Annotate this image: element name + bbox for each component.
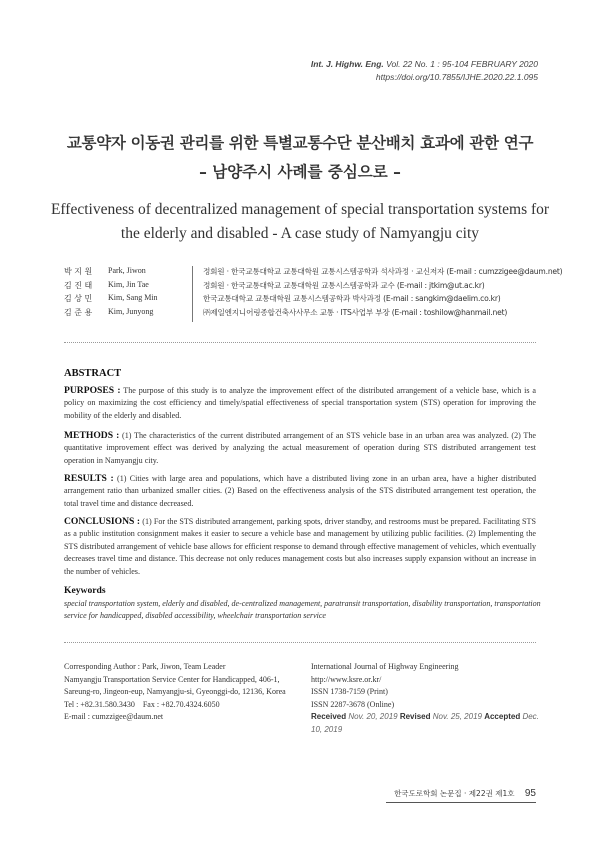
author-affiliation: ㈜제일엔지니어링종합건축사사무소 교통 · ITS사업부 부장 (E-mail : toshilow@hanmail.net)	[203, 307, 508, 317]
conclusions-label: CONCLUSIONS :	[64, 516, 141, 527]
corresponding-email: E-mail : cumzzigee@daum.net	[64, 712, 164, 722]
author-affiliation: 한국교통대학교 교통대학원 교통시스템공학과 박사과정 (E-mail : sangkim@daelim.co.kr)	[203, 294, 501, 303]
footer-journal: 한국도로학회 논문집 · 제22권 제1호	[394, 789, 515, 798]
methods-label: METHODS :	[64, 430, 120, 441]
dotted-divider	[64, 642, 536, 643]
journal-url[interactable]: http://www.ksre.or.kr/	[311, 674, 382, 684]
author-name-en: Kim, Junyong	[108, 306, 154, 316]
journal-name: International Journal of Highway Engineering	[311, 662, 459, 671]
title-english-line2: the elderly and disabled - A case study of Namyangju city	[120, 225, 480, 242]
author-divider	[192, 266, 193, 322]
corresponding-author-block	[64, 661, 304, 724]
results-label: RESULTS :	[64, 473, 114, 484]
journal-citation	[311, 59, 538, 69]
issue-date: FEBRUARY 2020	[470, 59, 538, 69]
abstract-conclusions	[64, 516, 536, 578]
received-date: Nov. 20, 2019	[348, 712, 398, 722]
accepted-date: Dec. 10, 2019	[311, 712, 539, 734]
abstract-methods	[64, 430, 536, 467]
title-english	[0, 198, 600, 246]
corresponding-affiliation: Namyangju Transportation Service Center for Handicapped, 406-1,	[64, 674, 280, 684]
issn-print: ISSN 1738-7159 (Print)	[311, 687, 388, 697]
keywords-list: special transportation system, elderly and disabled, de-centralized management, paratransit transportation, disability transportation, transportation service for handicapped, disabled accessibility, wheelchair transportation service	[64, 599, 541, 621]
author-name-ko: 김 준 용	[64, 307, 93, 317]
accepted-label: Accepted	[484, 712, 521, 722]
corresponding-phone: Tel : +82.31.580.3430 Fax : +82.70.4324.6050	[64, 699, 220, 709]
corresponding-address: Sareung-ro, Jingeon-eup, Namyangju-si, Gyeonggi-do, 12136, Korea	[64, 687, 286, 697]
conclusions-text: (1) For the STS distributed arrangement, parking spots, driver standby, and restrooms must be prepared. Facilitating STS as a public institution consignment makes it easier to secure a vehicle base and management by utilizing public facilities. (2) Implementing the STS distributed arrangement of vehicle base allows for efficient response to demand through effective management of vehicles, which eventually decreases travel time and distance. This decrease not only reduces management costs but also increases supply expansion without an increase in the number of vehicles.	[64, 517, 537, 576]
page-number: 95	[524, 788, 536, 799]
corresponding-author: Corresponding Author : Park, Jiwon, Team Leader	[64, 662, 226, 671]
volume-info: Vol. 22 No. 1 : 95-104	[386, 59, 469, 69]
author-name-en: Park, Jiwon	[108, 266, 146, 275]
author-name-ko: 김 진 태	[64, 280, 93, 290]
page-footer	[394, 788, 536, 799]
author-name-en: Kim, Sang Min	[108, 293, 158, 302]
dotted-divider	[64, 342, 536, 343]
title-korean: 교통약자 이동권 관리를 위한 특별교통수단 분산배치 효과에 관한 연구	[66, 134, 534, 152]
author-name-ko: 김 상 민	[64, 294, 93, 303]
author-affiliation: 정회원 · 한국교통대학교 교통대학원 교통시스템공학과 석사과정 · 교신저자 (E-mail : cumzzigee@daum.net)	[203, 267, 563, 276]
author-affiliation: 정회원 · 한국교통대학교 교통대학원 교통시스템공학과 교수 (E-mail : jtkim@ut.ac.kr)	[203, 280, 485, 290]
footer-rule	[386, 802, 536, 803]
keywords-heading: Keywords	[64, 585, 106, 596]
title-english-line1: Effectiveness of decentralized management of special transportation systems for	[50, 201, 550, 218]
methods-text: (1) The characteristics of the current distributed arrangement of an STS vehicle base in an urban area was analyzed. (2) The quantitative improvement effect was derived by analyzing the actual measurement of operation during STS distributed arrangement test operation in Namyangju city.	[64, 431, 536, 465]
subtitle-korean: – 남양주시 사례를 중심으로 –	[199, 163, 401, 181]
results-text: (1) Cities with large area and populations, which have a distributed living zone in an urban area, have a higher distributed arrangement ratio than urbanized smaller cities. (2) Based on the effectiveness analysis of the STS distributed arrangement test operation, the total travel time and distance decreased.	[64, 474, 536, 508]
doi-link[interactable]: https://doi.org/10.7855/IJHE.2020.22.1.095	[375, 72, 538, 82]
journal-abbrev: Int. J. Highw. Eng.	[310, 59, 384, 69]
abstract-heading: ABSTRACT	[64, 368, 122, 379]
author-name-ko: 박 지 원	[64, 267, 93, 276]
issn-online: ISSN 2287-3678 (Online)	[311, 699, 395, 709]
author-name-en: Kim, Jin Tae	[108, 279, 149, 289]
received-label: Received	[311, 712, 347, 722]
journal-info-block	[311, 661, 551, 737]
revised-label: Revised	[399, 712, 431, 722]
abstract-results	[64, 473, 536, 510]
abstract-purposes	[64, 385, 536, 422]
purposes-text: The purpose of this study is to analyze the improvement effect of the distributed arrangement of a vehicle base, which is a policy on maximizing the cost efficiency and timely/spatial effectiveness of special transportation system (STS) operation for improving the mobility of the elderly and disabled.	[64, 386, 536, 420]
article-dates	[311, 711, 551, 736]
revised-date: Nov. 25, 2019	[432, 712, 482, 722]
purposes-label: PURPOSES :	[64, 385, 121, 396]
